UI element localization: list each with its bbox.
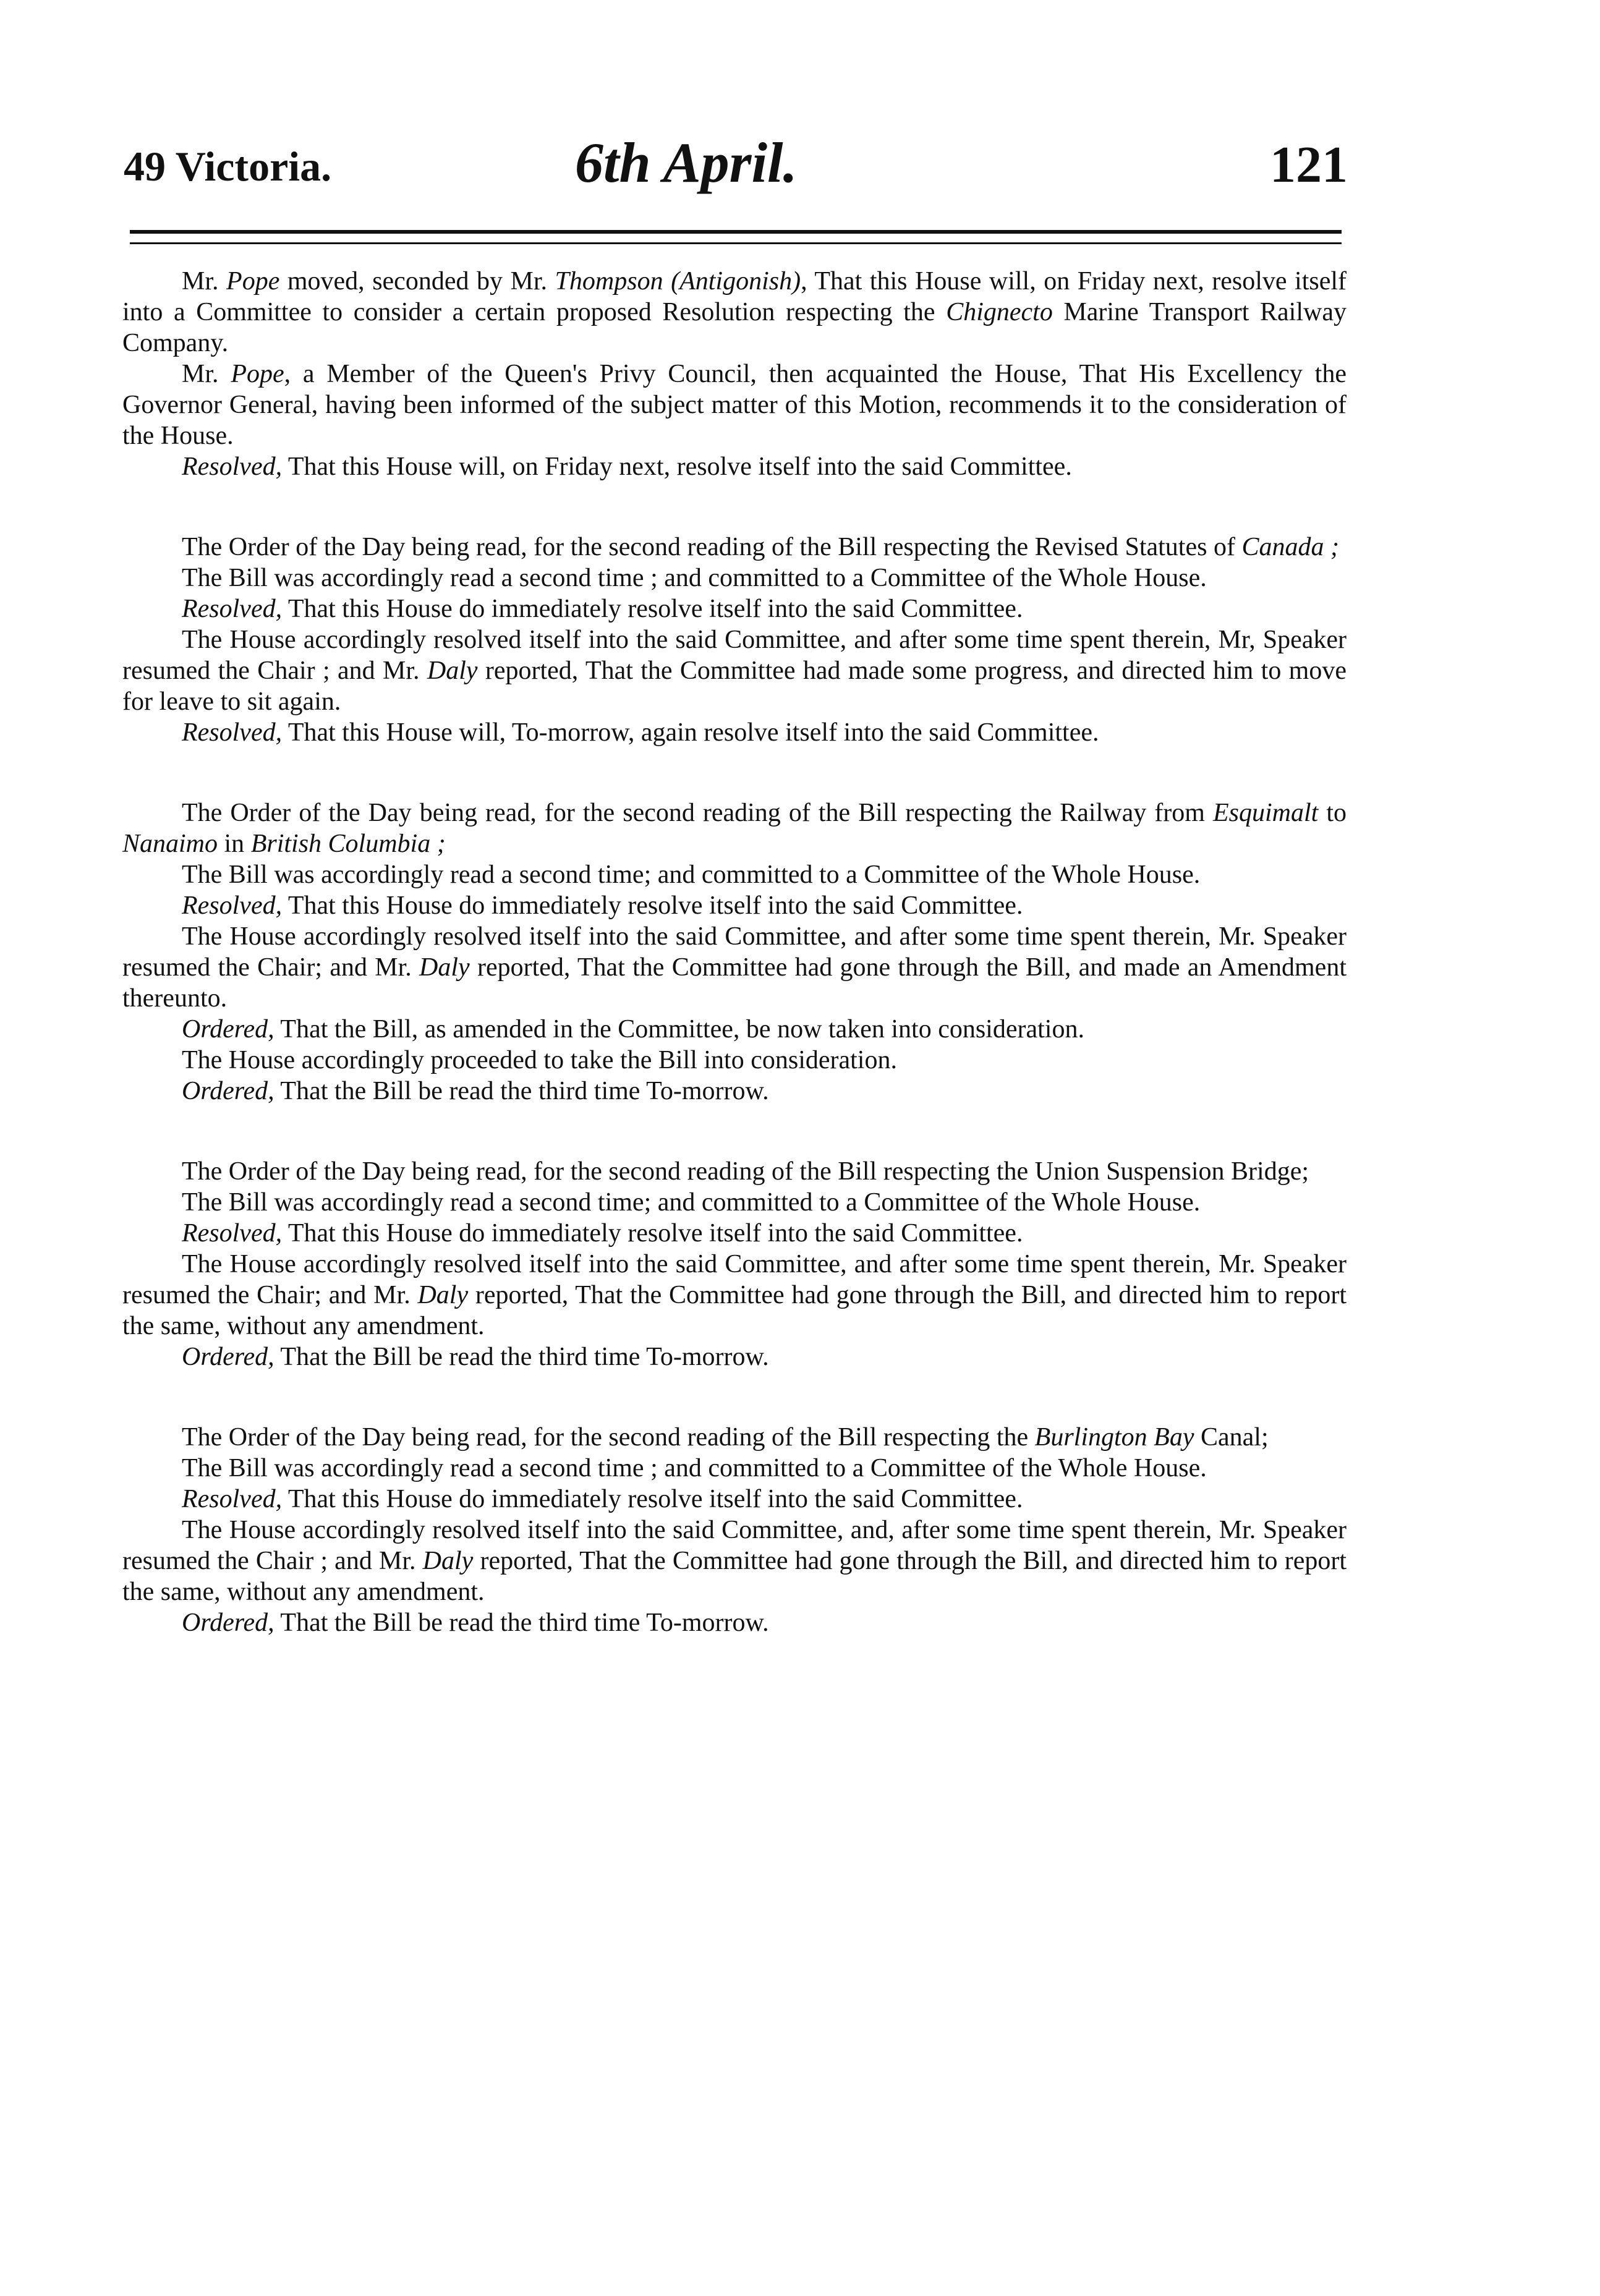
entry-paragraph: [122, 451, 1347, 482]
entry-paragraph: [122, 1249, 1347, 1341]
italic-text: Daly: [419, 953, 470, 982]
text-run: That the Bill, as amended in the Committee, be now taken into consideration.: [274, 1015, 1084, 1044]
header-rule-thin: [130, 242, 1342, 244]
text-run: That this House do immediately resolve itself into the said Committee.: [282, 1219, 1023, 1248]
text-run: to: [1318, 799, 1347, 827]
text-run: The Order of the Day being read, for the second reading of the Bill respecting the Union Suspension Bridge;: [182, 1157, 1309, 1186]
entry-paragraph: [122, 1156, 1347, 1187]
text-run: The House accordingly resolved itself into the said Committee, and, after some time spent therein, Mr. Speaker resumed the Chair ; and Mr.: [122, 1516, 1347, 1575]
text-run: That this House will, on Friday next, resolve itself into the said Committee.: [282, 453, 1072, 481]
entry-paragraph: [122, 1341, 1347, 1372]
entry-paragraph: [122, 890, 1347, 921]
text-run: , That this House will, on Friday next, resolve itself into a Committee to consider a certain proposed Resolution respecting the: [122, 267, 1347, 326]
text-run: The House accordingly proceeded to take the Bill into consideration.: [182, 1046, 897, 1074]
italic-text: Ordered,: [182, 1077, 274, 1105]
text-run: reported, That the Committee had gone through the Bill, and directed him to report the same, without any amendment.: [122, 1547, 1347, 1606]
italic-text: Resolved,: [182, 1219, 283, 1248]
entry-paragraph: [122, 266, 1347, 359]
journal-entry: [122, 797, 1347, 1107]
italic-text: Canada ;: [1241, 533, 1339, 561]
entry-paragraph: [122, 1484, 1347, 1515]
text-run: The Order of the Day being read, for the second reading of the Bill respecting the Railway from: [182, 799, 1213, 827]
italic-text: Resolved,: [182, 453, 283, 481]
entry-paragraph: [122, 1076, 1347, 1107]
text-run: reported, That the Committee had made some progress, and directed him to move for leave to sit again.: [122, 657, 1347, 716]
italic-text: Pope: [226, 267, 280, 296]
text-run: That this House will, To-morrow, again resolve itself into the said Committee.: [282, 718, 1099, 747]
text-run: The Order of the Day being read, for the second reading of the Bill respecting the: [182, 1423, 1035, 1452]
journal-entry: [122, 1156, 1347, 1372]
text-run: That this House do immediately resolve itself into the said Committee.: [282, 595, 1023, 623]
entry-paragraph: [122, 1218, 1347, 1249]
text-run: reported, That the Committee had gone through the Bill, and made an Amendment thereunto.: [122, 953, 1347, 1013]
text-run: The Bill was accordingly read a second time ; and committed to a Committee of the Whole House.: [182, 564, 1207, 592]
italic-text: Ordered,: [182, 1015, 274, 1044]
entry-paragraph: [122, 359, 1347, 451]
italic-text: Burlington Bay: [1034, 1423, 1194, 1452]
text-run: moved, seconded by Mr.: [279, 267, 555, 296]
text-run: That the Bill be read the third time To-morrow.: [274, 1077, 769, 1105]
page-number: 121: [1270, 136, 1348, 193]
italic-text: Nanaimo: [122, 830, 218, 858]
entry-paragraph: [122, 563, 1347, 593]
text-run: That the Bill be read the third time To-morrow.: [274, 1343, 769, 1371]
entry-paragraph: [122, 1515, 1347, 1607]
text-run: Marine Transport Railway Company.: [122, 298, 1347, 357]
italic-text: Daly: [422, 1547, 474, 1575]
entry-paragraph: [122, 593, 1347, 624]
journal-entry: [122, 532, 1347, 748]
text-run: , a Member of the Queen's Privy Council, then acquainted the House, That His Excellency the Governor General, having been informed of the subject matter of this Motion, recommends it to the consideration of the House.: [122, 360, 1347, 450]
text-run: reported, That the Committee had gone through the Bill, and directed him to report the same, without any amendment.: [122, 1281, 1347, 1340]
text-run: That the Bill be read the third time To-morrow.: [274, 1609, 769, 1637]
text-run: That this House do immediately resolve itself into the said Committee.: [282, 1485, 1023, 1513]
italic-text: Ordered,: [182, 1609, 274, 1637]
italic-text: Ordered,: [182, 1343, 274, 1371]
journal-entry: [122, 1422, 1347, 1638]
text-run: The House accordingly resolved itself into the said Committee, and after some time spent therein, Mr. Speaker resumed the Chair; and Mr.: [122, 1250, 1347, 1309]
text-run: Mr.: [182, 267, 227, 296]
entry-paragraph: [122, 717, 1347, 748]
text-run: The House accordingly resolved itself into the said Committee, and after some time spent therein, Mr. Speaker resumed the Chair; and Mr.: [122, 922, 1347, 982]
text-run: The Order of the Day being read, for the second reading of the Bill respecting the Revised Statutes of: [182, 533, 1242, 561]
italic-text: Resolved,: [182, 718, 283, 747]
italic-text: Thompson (Antigonish): [555, 267, 801, 296]
entry-paragraph: [122, 859, 1347, 890]
italic-text: Resolved,: [182, 595, 283, 623]
session-label: 49 Victoria.: [124, 143, 332, 190]
entry-paragraph: [122, 797, 1347, 859]
text-run: Canal;: [1194, 1423, 1269, 1452]
italic-text: Esquimalt: [1212, 799, 1319, 827]
italic-text: Daly: [417, 1281, 469, 1309]
entry-paragraph: [122, 532, 1347, 563]
entry-paragraph: [122, 921, 1347, 1014]
italic-text: Daly: [427, 657, 478, 685]
journal-entry: [122, 266, 1347, 482]
entry-paragraph: [122, 1014, 1347, 1045]
text-run: Mr.: [182, 360, 231, 388]
header-rule-thick: [130, 230, 1342, 234]
entry-paragraph: [122, 1607, 1347, 1638]
page-header: [124, 124, 1348, 192]
entry-paragraph: [122, 624, 1347, 717]
date-heading: 6th April.: [575, 131, 798, 194]
text-run: The Bill was accordingly read a second time; and committed to a Committee of the Whole House.: [182, 1188, 1201, 1217]
italic-text: British Columbia ;: [250, 830, 446, 858]
text-run: The House accordingly resolved itself into the said Committee, and after some time spent therein, Mr, Speaker resumed the Chair ; and Mr.: [122, 626, 1347, 685]
journal-body: [122, 266, 1347, 1688]
italic-text: Chignecto: [946, 298, 1053, 326]
italic-text: Pope: [231, 360, 284, 388]
text-run: The Bill was accordingly read a second time; and committed to a Committee of the Whole House.: [182, 861, 1201, 889]
entry-paragraph: [122, 1453, 1347, 1484]
entry-paragraph: [122, 1045, 1347, 1076]
italic-text: Resolved,: [182, 891, 283, 920]
italic-text: Resolved,: [182, 1485, 283, 1513]
text-run: The Bill was accordingly read a second time ; and committed to a Committee of the Whole House.: [182, 1454, 1207, 1482]
text-run: in: [218, 830, 251, 858]
text-run: That this House do immediately resolve itself into the said Committee.: [282, 891, 1023, 920]
entry-paragraph: [122, 1187, 1347, 1218]
entry-paragraph: [122, 1422, 1347, 1453]
